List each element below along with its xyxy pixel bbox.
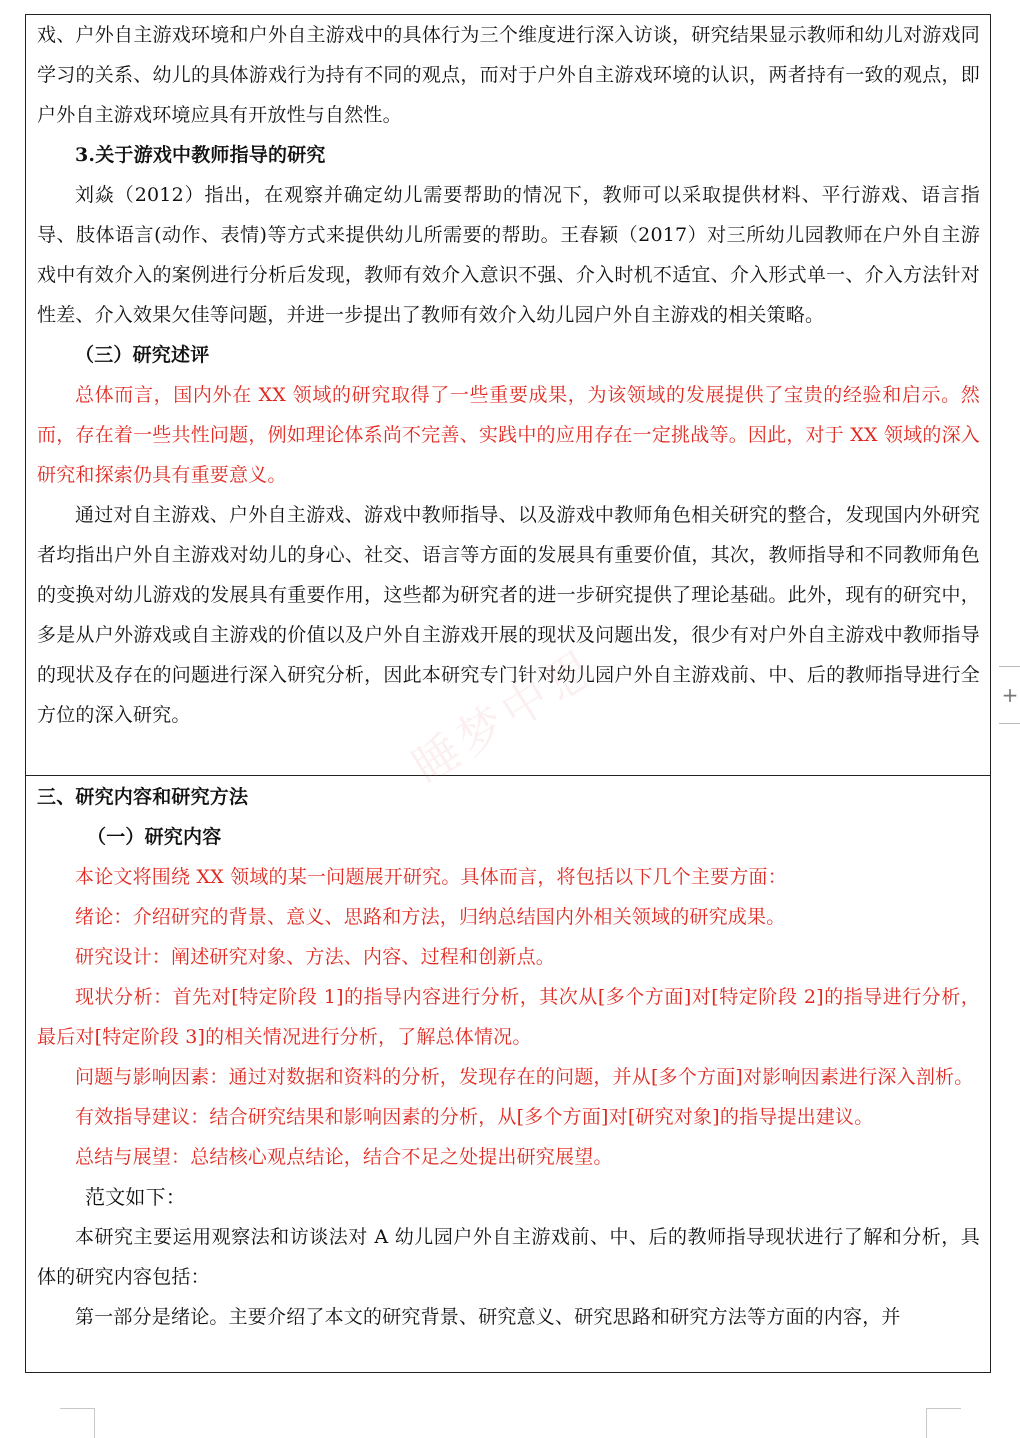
heading-research-content-methods: 三、研究内容和研究方法 bbox=[37, 786, 249, 808]
template-item-introduction: 绪论：介绍研究的背景、意义、思路和方法，归纳总结国内外相关领域的研究成果。 bbox=[75, 906, 786, 928]
heading-teacher-guidance: 3.关于游戏中教师指导的研究 bbox=[75, 144, 326, 166]
review-body-paragraph: 通过对自主游戏、户外自主游戏、游戏中教师指导、以及游戏中教师角色相关研究的整合，发现国内外研究者均指出户外自主游戏对幼儿的身心、社交、语言等方面的发展具有重要价值，其次，教师指导和不同教师角色的变换对幼儿游戏的发展具有重要作用，这些都为研究者的进一步研究提供了理论基础。此外，现有的研究中，多是从户外游戏或自主游戏的价值以及户外自主游戏开展的现状及问题出发，很少有对户外自主游戏中教师指导的现状及存在的问题进行深入研究分析，因此本研究专门针对幼儿园户外自主游戏前、中、后的教师指导进行全方位的深入研究。 bbox=[37, 504, 980, 726]
template-item-design: 研究设计：阐述研究对象、方法、内容、过程和创新点。 bbox=[75, 946, 556, 968]
heading-research-content: （一）研究内容 bbox=[87, 826, 222, 848]
expand-plus-icon[interactable]: + bbox=[999, 666, 1020, 724]
crop-mark-bottom-left bbox=[60, 1408, 95, 1438]
watermark: 睡梦中思 bbox=[403, 637, 609, 794]
template-item-status-analysis: 现状分析：首先对[特定阶段 1]的指导内容进行分析，其次从[多个方面]对[特定阶段 2]的指导进行分析，最后对[特定阶段 3]的相关情况进行分析，了解总体情况。 bbox=[37, 986, 980, 1048]
part-one-paragraph: 第一部分是绪论。主要介绍了本文的研究背景、研究意义、研究思路和研究方法等方面的内容，并 bbox=[75, 1306, 901, 1328]
literature-review-cell bbox=[26, 15, 990, 775]
review-template-paragraph: 总体而言，国内外在 XX 领域的研究取得了一些重要成果，为该领域的发展提供了宝贵的经验和启示。然而，存在着一些共性问题，例如理论体系尚不完善、实践中的应用存在一定挑战等。因此，对于 XX 领域的深入研究和探索仍具有重要意义。 bbox=[37, 384, 980, 486]
sample-label: 范文如下： bbox=[85, 1185, 186, 1209]
heading-research-review: （三）研究述评 bbox=[75, 344, 210, 366]
template-item-suggestions: 有效指导建议：结合研究结果和影响因素的分析，从[多个方面]对[研究对象]的指导提出建议。 bbox=[75, 1106, 874, 1128]
document-table bbox=[25, 14, 991, 1373]
crop-mark-bottom-right bbox=[926, 1408, 961, 1438]
template-item-summary: 总结与展望：总结核心观点结论，结合不足之处提出研究展望。 bbox=[75, 1146, 613, 1168]
guidance-paragraph: 刘焱（2012）指出，在观察并确定幼儿需要帮助的情况下，教师可以采取提供材料、平行游戏、语言指导、肢体语言(动作、表情)等方式来提供幼儿所需要的帮助。王春颖（2017）对三所幼儿园教师在户外自主游戏中有效介入的案例进行分析后发现，教师有效介入意识不强、介入时机不适宜、介入形式单一、介入方法针对性差、介入效果欠佳等问题，并进一步提出了教师有效介入幼儿园户外自主游戏的相关策略。 bbox=[37, 184, 980, 326]
template-item-overview: 本论文将围绕 XX 领域的某一问题展开研究。具体而言，将包括以下几个主要方面： bbox=[75, 866, 787, 888]
template-item-problems: 问题与影响因素：通过对数据和资料的分析，发现存在的问题，并从[多个方面]对影响因素进行深入剖析。 bbox=[75, 1066, 974, 1088]
sample-paragraph: 本研究主要运用观察法和访谈法对 A 幼儿园户外自主游戏前、中、后的教师指导现状进行了解和分析，具体的研究内容包括： bbox=[37, 1226, 980, 1288]
research-content-cell bbox=[26, 777, 990, 1372]
table-row-divider bbox=[26, 775, 990, 776]
intro-paragraph: 戏、户外自主游戏环境和户外自主游戏中的具体行为三个维度进行深入访谈，研究结果显示教师和幼儿对游戏同学习的关系、幼儿的具体游戏行为持有不同的观点，而对于户外自主游戏环境的认识，两者持有一致的观点，即户外自主游戏环境应具有开放性与自然性。 bbox=[37, 24, 980, 126]
